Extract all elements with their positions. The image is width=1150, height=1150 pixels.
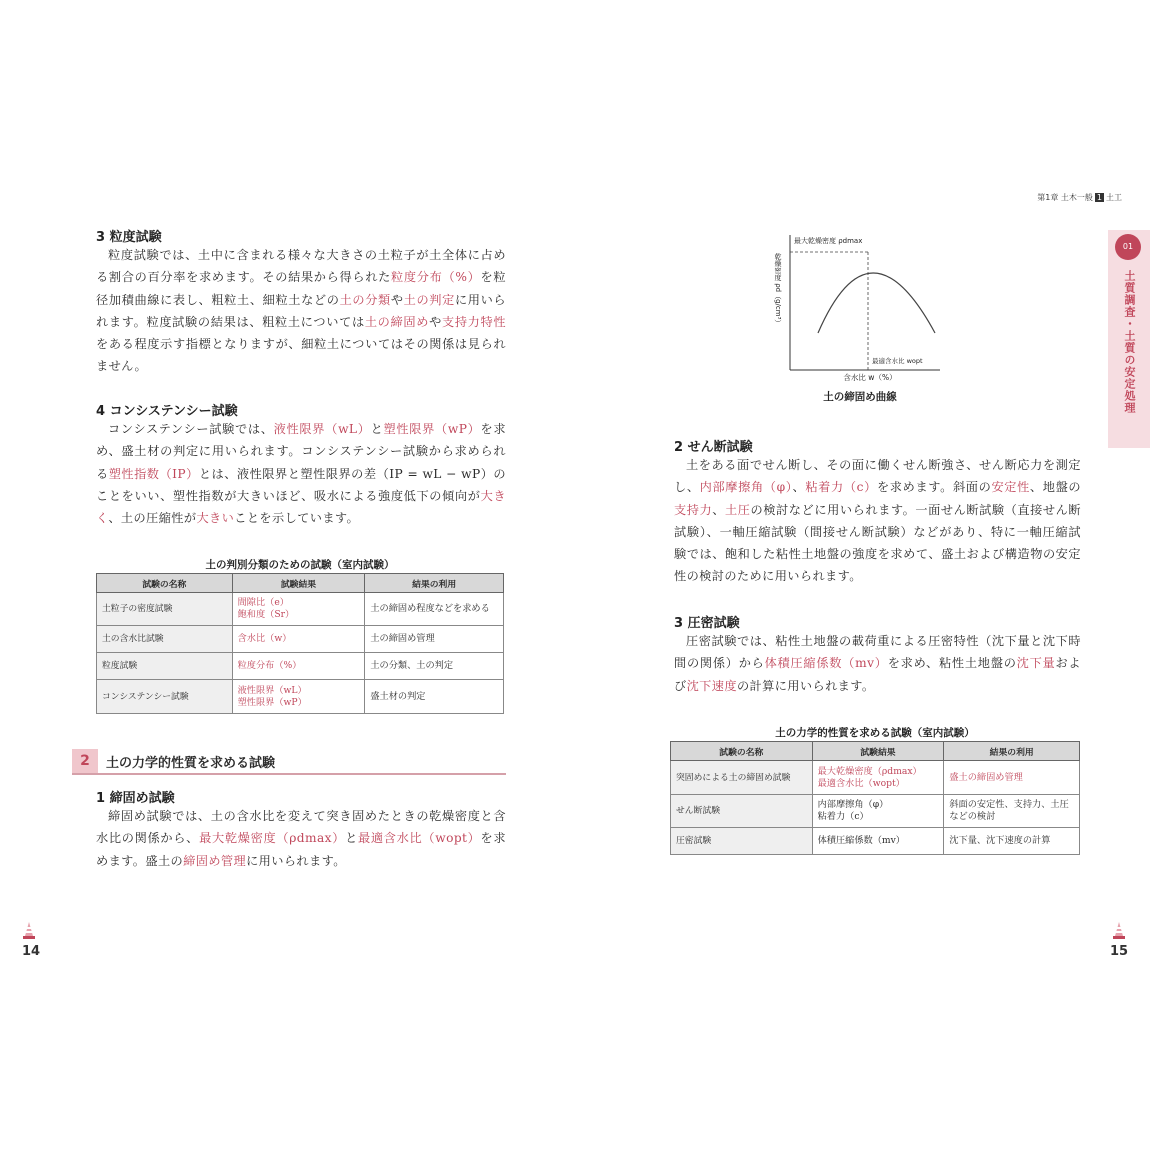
test-use-cell: 盛土の締固め管理: [944, 761, 1080, 795]
right-page: [575, 0, 1150, 1150]
test-result-cell: 含水比（w）: [232, 626, 365, 653]
table-row: [97, 626, 504, 653]
page-number: 15: [1110, 944, 1129, 959]
tab-text: 土質調査・土質の安定処理: [1123, 270, 1136, 414]
test-name-cell: 土粒子の密度試験: [97, 593, 233, 626]
test-use-cell: 土の締固め程度などを求める: [365, 593, 504, 626]
chart-caption: 土の締固め曲線: [823, 391, 897, 403]
table-row: [97, 593, 504, 626]
table-row: [671, 761, 1080, 795]
table-row: [671, 828, 1080, 855]
table-caption-classification: 土の判別分類のための試験（室内試験）: [205, 559, 395, 571]
section-heading-compaction: 1 締固め試験: [96, 791, 175, 806]
test-name-cell: せん断試験: [671, 795, 813, 828]
page-number: 14: [22, 944, 41, 959]
paragraph-consolidation: 圧密試験では、粘性土地盤の載荷重による圧密特性（沈下量と沈下時間の関係）から体積圧縮係数（mv）を求め、粘性土地盤の沈下量および沈下速度の計算に用いられます。: [674, 634, 1081, 693]
traffic-cone-icon: [1112, 922, 1126, 940]
paragraph-shear: 土をある面でせん断し、その面に働くせん断強さ、せん断応力を測定し、内部摩擦角（φ）、粘着力（c）を求めます。斜面の安定性、地盤の支持力、土圧の検討などに用いられます。一面せん断試験（直接せん断試験）、一軸圧縮試験（間接せん断試験）などがあり、特に一軸圧縮試験では、飽和した粘性土地盤の強度を求めて、盛土および構造物の安定性の検討のために用いられます。: [674, 458, 1081, 584]
test-name-cell: コンシステンシー試験: [97, 680, 233, 714]
traffic-cone-icon: [22, 922, 36, 940]
table-header: 試験結果: [812, 742, 944, 761]
mechanical-table: [670, 741, 1080, 855]
test-use-cell: 斜面の安定性、支持力、土圧などの検討: [944, 795, 1080, 828]
table-header: 結果の利用: [365, 574, 504, 593]
test-use-cell: 土の分類、土の判定: [365, 653, 504, 680]
compaction-curve-line: [818, 273, 935, 333]
paragraph-grain-size: 粒度試験では、土中に含まれる様々な大きさの土粒子が土全体に占める割合の百分率を求めます。その結果から得られた粒度分布（%）を粒径加積曲線に表し、粗粒土、細粒土などの土の分類や土の判定に用いられます。粒度試験の結果は、粗粒土については土の締固めや支持力特性をある程度示す指標となりますが、細粒土についてはその関係は見られません。: [96, 248, 506, 374]
table-row: [97, 680, 504, 714]
test-name-cell: 土の含水比試験: [97, 626, 233, 653]
y-axis-label: 乾燥密度 ρd（g/cm³）: [774, 253, 782, 327]
test-name-cell: 突固めによる土の締固め試験: [671, 761, 813, 795]
table-header: 試験の名称: [97, 574, 233, 593]
test-name-cell: 粒度試験: [97, 653, 233, 680]
section-title: 土の力学的性質を求める試験: [106, 756, 276, 771]
paragraph-compaction: 締固め試験では、土の含水比を変えて突き固めたときの乾燥密度と含水比の関係から、最大乾燥密度（ρdmax）と最適含水比（wopt）を求めます。盛土の締固め管理に用いられます。: [96, 809, 506, 868]
test-result-cell: 間隙比（e） 飽和度（Sr）: [232, 593, 365, 626]
section-heading-shear: 2 せん断試験: [674, 440, 753, 455]
paragraph-consistency: コンシステンシー試験では、液性限界（wL）と塑性限界（wP）を求め、盛土材の判定に用いられます。コンシステンシー試験から求められる塑性指数（IP）とは、液性限界と塑性限界の差（IP = wL − wP）のことをいい、塑性指数が大きいほど、吸水による強度低下の傾向が大きく、土の圧縮性が大きいことを示しています。: [96, 422, 507, 526]
section-number: 2: [72, 749, 98, 773]
section-2-heading: [72, 749, 506, 775]
test-name-cell: 圧密試験: [671, 828, 813, 855]
running-header: 第1章 土木一般 1 土工: [1037, 193, 1122, 202]
chapter-side-tab: [1108, 230, 1150, 448]
compaction-curve-chart: [770, 233, 950, 383]
table-row: [97, 653, 504, 680]
optimum-water-annotation: 最適含水比 wopt: [872, 357, 923, 365]
test-use-cell: 沈下量、沈下速度の計算: [944, 828, 1080, 855]
table-header: 試験の名称: [671, 742, 813, 761]
test-result-cell: 液性限界（wL） 塑性限界（wP）: [232, 680, 365, 714]
tab-number: 01: [1115, 234, 1141, 260]
test-use-cell: 土の締固め管理: [365, 626, 504, 653]
classification-table: [96, 573, 504, 714]
test-result-cell: 最大乾燥密度（ρdmax） 最適含水比（wopt）: [812, 761, 944, 795]
section-heading-grain-size: 3 粒度試験: [96, 230, 162, 245]
table-header: 結果の利用: [944, 742, 1080, 761]
section-heading-consolidation: 3 圧密試験: [674, 616, 740, 631]
test-result-cell: 体積圧縮係数（mv）: [812, 828, 944, 855]
test-use-cell: 盛土材の判定: [365, 680, 504, 714]
table-caption-mechanical: 土の力学的性質を求める試験（室内試験）: [775, 727, 975, 739]
test-result-cell: 粒度分布（%）: [232, 653, 365, 680]
table-row: [671, 795, 1080, 828]
table-header: 試験結果: [232, 574, 365, 593]
section-heading-consistency: 4 コンシステンシー試験: [96, 404, 238, 419]
max-density-annotation: 最大乾燥密度 ρdmax: [794, 237, 863, 245]
test-result-cell: 内部摩擦角（φ） 粘着力（c）: [812, 795, 944, 828]
x-axis-label: 含水比 w（%）: [843, 373, 897, 382]
